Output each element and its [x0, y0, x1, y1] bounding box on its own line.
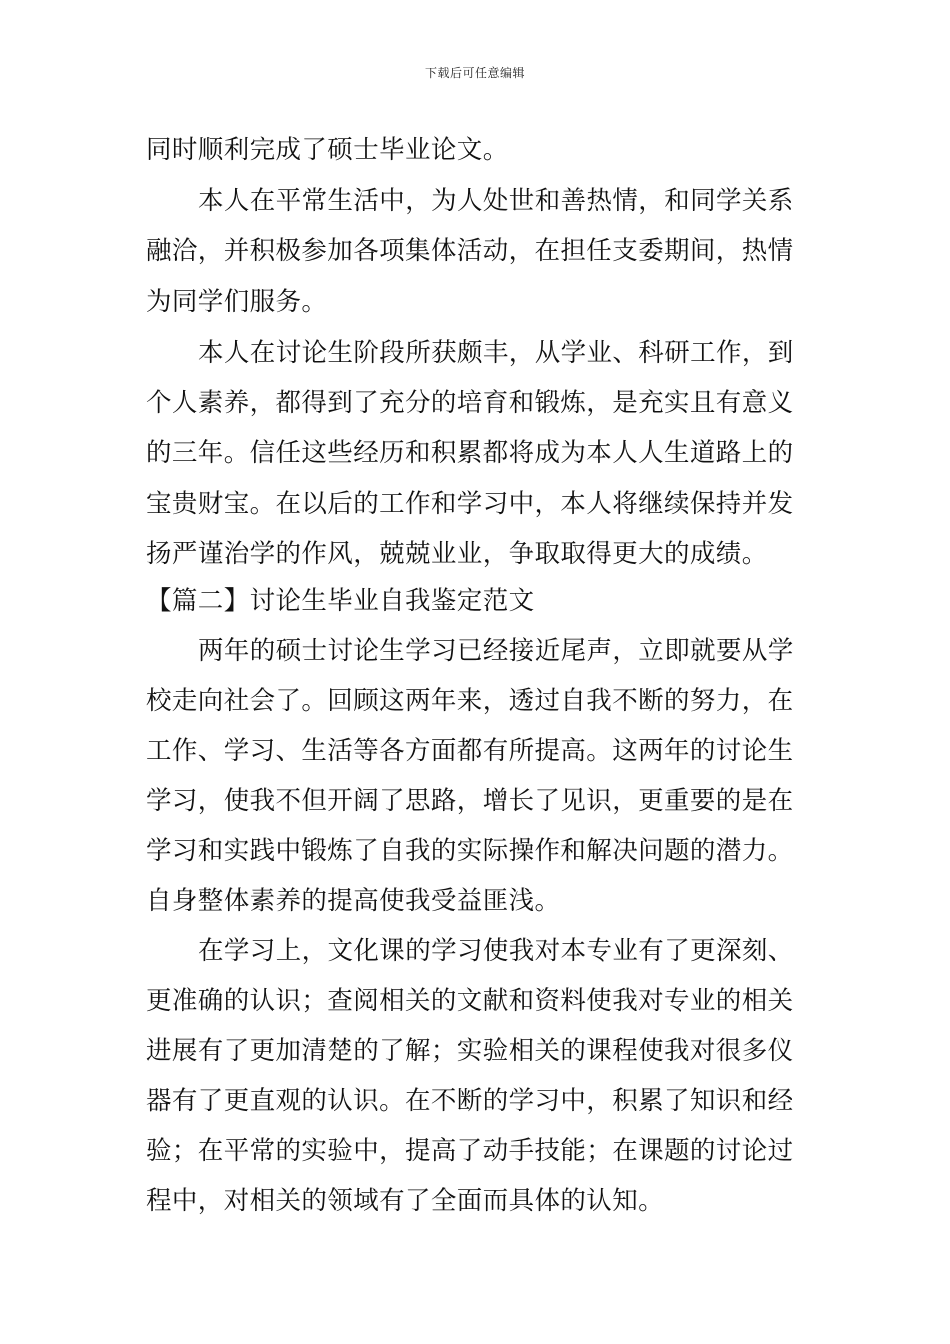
text-line: 器有了更直观的认识。在不断的学习中，积累了知识和经: [146, 1086, 794, 1116]
text-line: 进展有了更加清楚的了解；实验相关的课程使我对很多仪: [146, 1036, 794, 1066]
text-line: 为同学们服务。: [146, 287, 328, 317]
text-line: 自身整体素养的提高使我受益匪浅。: [146, 886, 561, 916]
text-line: 扬严谨治学的作风，兢兢业业，争取取得更大的成绩。: [146, 539, 768, 569]
section-heading: 【篇二】讨论生毕业自我鉴定范文: [146, 586, 535, 616]
text-line: 工作、学习、生活等各方面都有所提高。这两年的讨论生: [146, 736, 794, 766]
text-line: 学习和实践中锻炼了自我的实际操作和解决问题的潜力。: [146, 836, 794, 866]
text-line: 的三年。信任这些经历和积累都将成为本人人生道路上的: [146, 438, 794, 468]
text-line: 学习，使我不但开阔了思路，增长了见识，更重要的是在: [146, 786, 794, 816]
paragraph-first-line: 两年的硕士讨论生学习已经接近尾声，立即就要从学: [198, 636, 794, 666]
text-line: 融洽，并积极参加各项集体活动，在担任支委期间，热情: [146, 236, 794, 266]
paragraph-first-line: 在学习上，文化课的学习使我对本专业有了更深刻、: [198, 936, 794, 966]
text-line: 宝贵财宝。在以后的工作和学习中，本人将继续保持并发: [146, 489, 794, 519]
paragraph-first-line: 本人在讨论生阶段所获颇丰，从学业、科研工作，到: [198, 338, 794, 368]
page-header: 下载后可任意编辑: [424, 66, 525, 80]
paragraph-first-line: 本人在平常生活中，为人处世和善热情，和同学关系: [198, 186, 794, 216]
text-line: 同时顺利完成了硕士毕业论文。: [146, 135, 509, 165]
text-line: 校走向社会了。回顾这两年来，透过自我不断的努力，在: [146, 686, 794, 716]
text-line: 验；在平常的实验中，提高了动手技能；在课题的讨论过: [146, 1136, 794, 1166]
text-line: 个人素养，都得到了充分的培育和锻炼，是充实且有意义: [146, 388, 794, 418]
text-line: 更准确的认识；查阅相关的文献和资料使我对专业的相关: [146, 986, 794, 1016]
text-line: 程中，对相关的领域有了全面而具体的认知。: [146, 1186, 665, 1216]
